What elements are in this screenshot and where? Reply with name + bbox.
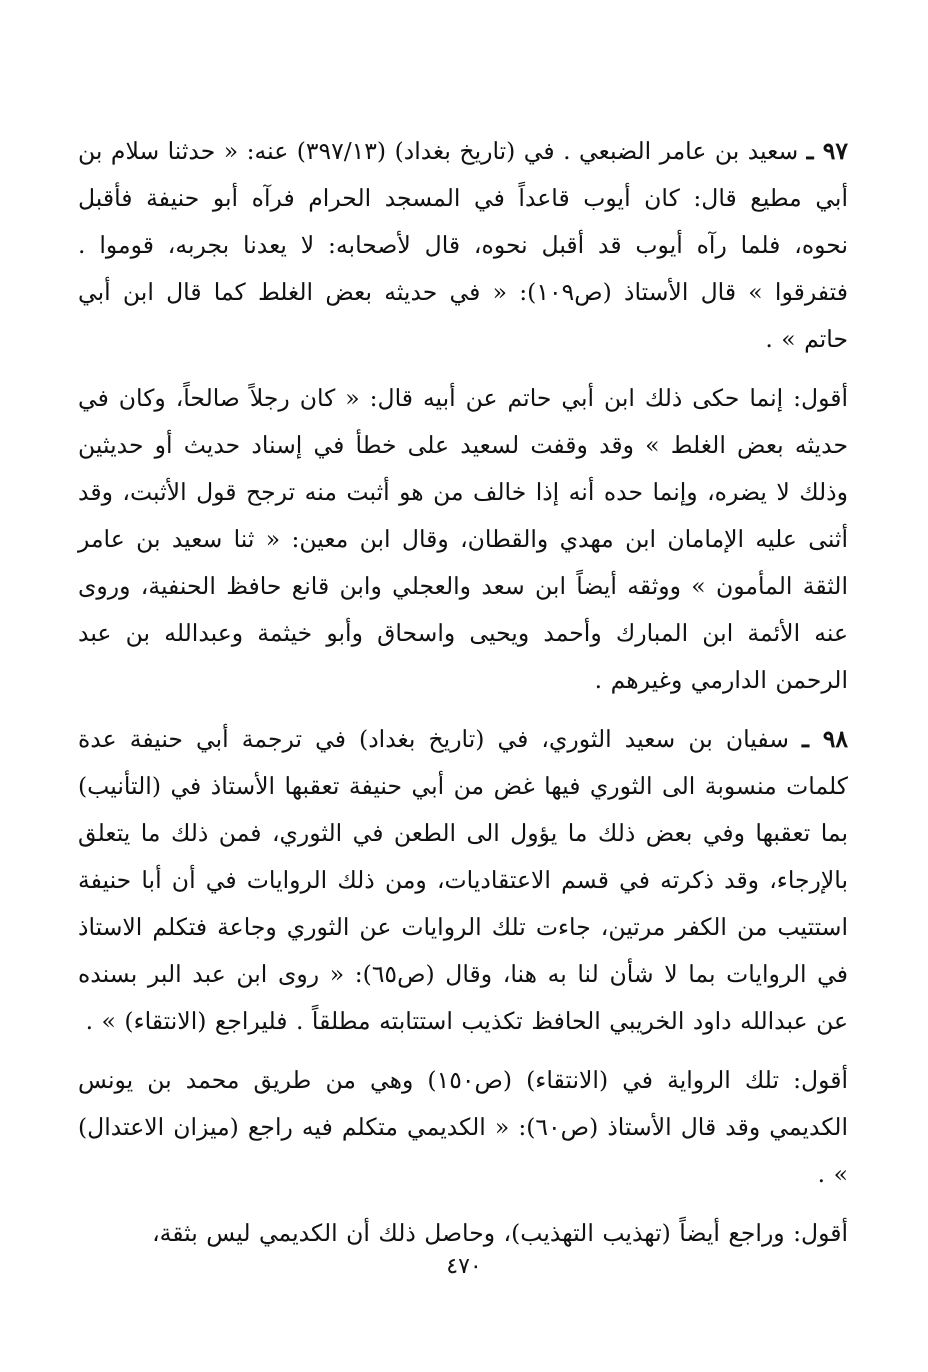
paragraph-text: أقول: تلك الرواية في (الانتقاء) (ص١٥٠) وهي من طريق محمد بن يونس الكديمي وقد قال الأستاذ (ص٦٠): « الكديمي متكلم فيه راجع (ميزان الاعتدال) » . [78,1066,848,1188]
page-number: ٤٧٠ [446,1254,482,1279]
paragraph-entry-98 [78,716,848,1045]
paragraph-commentary [78,375,848,704]
paragraph-commentary [78,1210,848,1257]
page-body [78,128,848,1312]
paragraph-text: سفيان بن سعيد الثوري، في (تاريخ بغداد) في ترجمة أبي حنيفة عدة كلمات منسوبة الى الثوري فيها غض من أبي حنيفة تعقبها الأستاذ في (التأنيب) بما تعقبها وفي بعض ذلك ما يؤول الى الطعن في الثوري، فمن ذلك ما يتعلق بالإرجاء، وقد ذكرته في قسم الاعتقاديات، ومن ذلك الروايات في أن أبا حنيفة استتيب من الكفر مرتين، جاءت تلك الروايات عن الثوري وجاعة فتكلم الاستاذ في الروايات بما لا شأن لنا به هنا، وقال (ص٦٥): « روى ابن عبد البر بسنده عن عبدالله داود الخريبي الحافظ تكذيب استتابته مطلقاً . فليراجع (الانتقاء) » . [78,725,848,1035]
paragraph-text: سعيد بن عامر الضبعي . في (تاريخ بغداد) (٣٩٧/١٣) عنه: « حدثنا سلام بن أبي مطيع قال: كان أيوب قاعداً في المسجد الحرام فرآه أبو حنيفة فأقبل نحوه، فلما رآه أيوب قد أقبل نحوه، قال لأصحابه: لا يعدنا بجربه، قوموا . فتفرقوا » قال الأستاذ (ص١٠٩): « في حديثه بعض الغلط كما قال ابن أبي حاتم » . [78,137,849,353]
paragraph-commentary [78,1057,848,1198]
entry-number: ٩٧ ـ [806,137,848,165]
paragraph-text: أقول: إنما حكى ذلك ابن أبي حاتم عن أبيه قال: « كان رجلاً صالحاً، وكان في حديثه بعض الغلط » وقد وقفت لسعيد على خطأ في إسناد حديث أو حديثين وذلك لا يضره، وإنما حده أنه إذا خالف من هو أثبت منه ترجح قول الأثبت، وقد أثنى عليه الإمامان ابن مهدي والقطان، وقال ابن معين: « ثنا سعيد بن عامر الثقة المأمون » ووثقه أيضاً ابن سعد والعجلي وابن قانع حافظ الحنفية، وروى عنه الأئمة ابن المبارك وأحمد ويحيى واسحاق وأبو خيثمة وعبدالله بن عبد الرحمن الدارمي وغيرهم . [78,384,848,694]
entry-number: ٩٨ ـ [802,725,848,753]
paragraph-text: أقول: وراجع أيضاً (تهذيب التهذيب)، وحاصل ذلك أن الكديمي ليس بثقة، [152,1219,848,1247]
paragraph-entry-97 [78,128,848,363]
